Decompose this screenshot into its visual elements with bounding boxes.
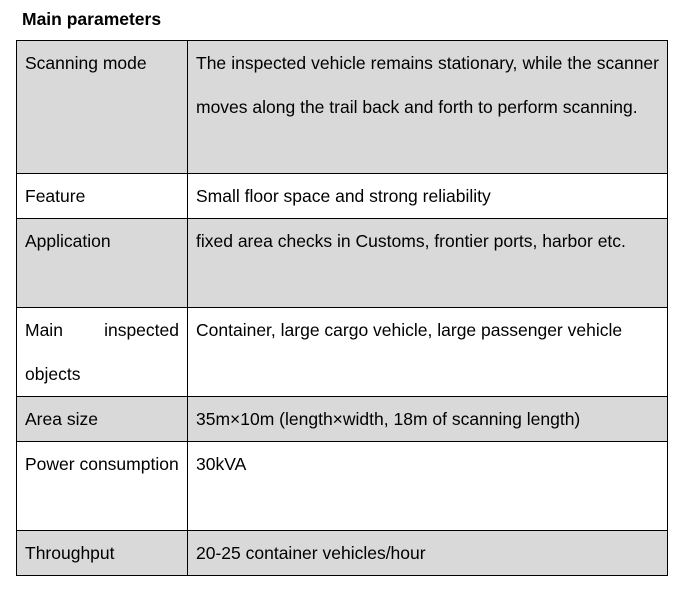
parameters-table: [16, 40, 668, 576]
table-row: [17, 219, 668, 308]
table-row: [17, 174, 668, 219]
row-label: Throughput: [17, 531, 188, 576]
row-label: Area size: [17, 397, 188, 442]
row-value: The inspected vehicle remains stationary, while the scanner moves along the trail back and forth to perform scanning.: [188, 41, 668, 174]
table-row: [17, 308, 668, 397]
row-value: 20-25 container vehicles/hour: [188, 531, 668, 576]
table-row: [17, 531, 668, 576]
table-row: [17, 442, 668, 531]
row-label: Power consumption: [17, 442, 188, 531]
row-label: Feature: [17, 174, 188, 219]
row-value: Container, large cargo vehicle, large passenger vehicle: [188, 308, 668, 397]
row-label: Application: [17, 219, 188, 308]
row-label: Main inspected objects: [17, 308, 188, 397]
table-row: [17, 397, 668, 442]
row-value: 35m×10m (length×width, 18m of scanning length): [188, 397, 668, 442]
row-label: Scanning mode: [17, 41, 188, 174]
row-value: fixed area checks in Customs, frontier ports, harbor etc.: [188, 219, 668, 308]
section-heading: Main parameters: [22, 9, 162, 29]
table-row: [17, 41, 668, 174]
row-value: 30kVA: [188, 442, 668, 531]
row-value: Small floor space and strong reliability: [188, 174, 668, 219]
